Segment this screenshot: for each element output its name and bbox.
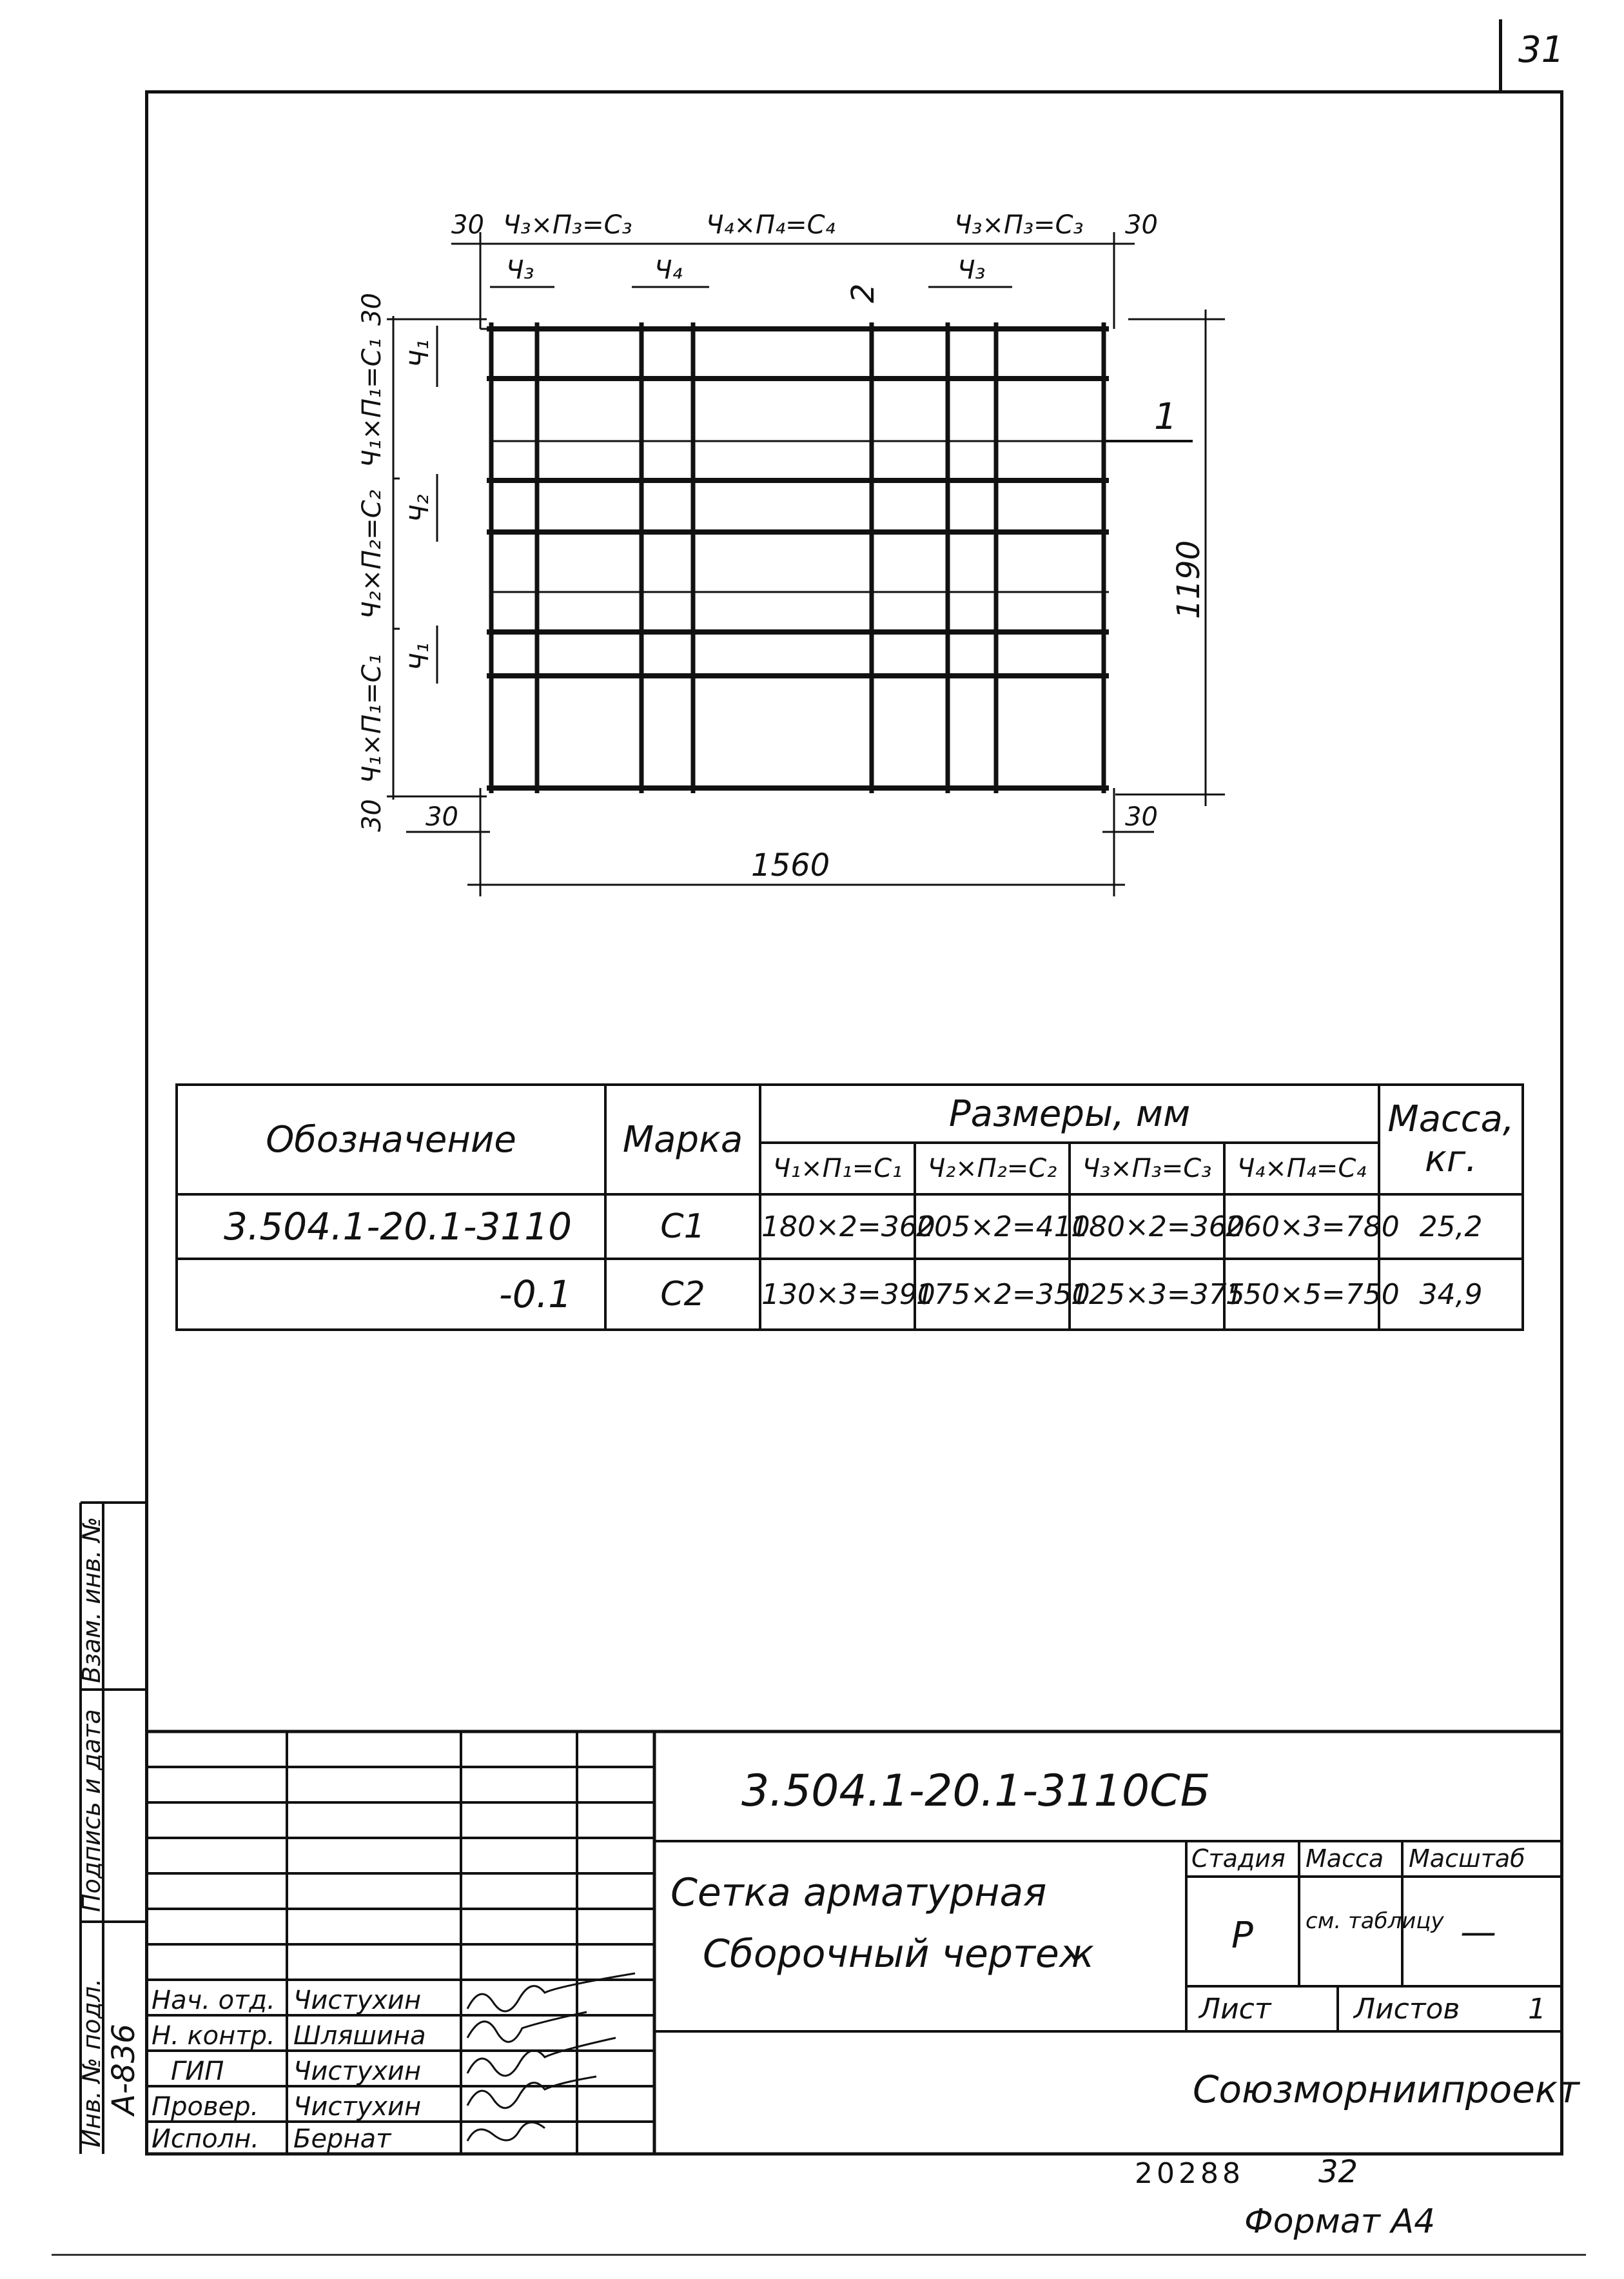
bottom-rule	[52, 2254, 1586, 2256]
row-designation: -0.1	[177, 1259, 605, 1330]
side-podpis: Подпись и дата	[77, 1709, 106, 1912]
dim-c3-left: Ч₃×П₃=С₃	[503, 210, 632, 240]
scale-label: Масштаб	[1409, 1844, 1525, 1873]
signer-role: Нач. отд.	[152, 1986, 275, 2015]
dim-ch4: Ч₄	[654, 255, 683, 285]
header-c4: Ч₄×П₄=С₄	[1224, 1143, 1379, 1194]
drawing-name-line2: Сборочный чертеж	[703, 1931, 1094, 1977]
dim-width-1560: 1560	[751, 847, 830, 883]
position-1: 1	[1154, 396, 1177, 438]
side-inv-value: А-836	[106, 2024, 142, 2115]
dim-ch1-bottom: Ч₁	[405, 642, 435, 671]
signer-role: ГИП	[171, 2057, 224, 2086]
row-mass: 25,2	[1379, 1194, 1523, 1259]
row-mark: С1	[605, 1194, 760, 1259]
footer-number: 20288	[1135, 2157, 1244, 2190]
stage-value: Р	[1231, 1915, 1253, 1957]
footer-format: Формат А4	[1244, 2202, 1436, 2241]
dim-ch3-right: Ч₃	[957, 255, 986, 285]
mass-value: см. таблицу	[1306, 1908, 1444, 1934]
dim-c4: Ч₄×П₄=С₄	[706, 210, 836, 240]
page-number: 31	[1518, 29, 1565, 71]
signer-name: Чистухин	[293, 2092, 422, 2122]
sheet-label: Лист	[1199, 1993, 1271, 2026]
dim-ch3-left: Ч₃	[506, 255, 534, 285]
row-mark: С2	[605, 1259, 760, 1330]
footer-copy: 32	[1318, 2154, 1358, 2190]
header-sizes: Размеры, мм	[760, 1085, 1379, 1143]
row-c3: 180×2=360	[1070, 1194, 1224, 1259]
signer-role: Провер.	[152, 2092, 259, 2122]
scale-value: —	[1460, 1911, 1496, 1953]
sheets-value: 1	[1528, 1993, 1546, 2026]
signer-role: Н. контр.	[152, 2021, 275, 2051]
row-c3: 125×3=375	[1070, 1259, 1224, 1330]
row-mass: 34,9	[1379, 1259, 1523, 1330]
header-designation: Обозначение	[177, 1085, 605, 1194]
dim-30-top-left: 30	[451, 210, 484, 240]
row-c4: 260×3=780	[1224, 1194, 1379, 1259]
drawing-code: 3.504.1-20.1-3110СБ	[741, 1766, 1211, 1817]
dim-ch1-top: Ч₁	[405, 339, 435, 368]
header-c2: Ч₂×П₂=С₂	[915, 1143, 1070, 1194]
header-mark: Марка	[605, 1085, 760, 1194]
sheets-label: Листов	[1354, 1993, 1460, 2026]
side-inv: Инв. № подл.	[77, 1978, 106, 2147]
signer-name: Шляшина	[293, 2021, 426, 2051]
dim-30-left-bottom: 30	[357, 799, 387, 832]
row-designation: 3.504.1-20.1-3110	[177, 1194, 605, 1259]
dim-c3-right: Ч₃×П₃=С₃	[954, 210, 1084, 240]
dim-c1-left-top: Ч₁×П₁=С₁	[357, 338, 387, 468]
row-c2: 205×2=410	[915, 1194, 1070, 1259]
signer-name: Чистухин	[293, 2057, 422, 2086]
header-mass: Масса, кг.	[1379, 1085, 1523, 1194]
signer-name: Чистухин	[293, 1986, 422, 2015]
row-c4: 150×5=750	[1224, 1259, 1379, 1330]
side-vzam: Взам. инв. №	[77, 1516, 106, 1683]
header-c1: Ч₁×П₁=С₁	[760, 1143, 915, 1194]
signer-role: Исполн.	[152, 2124, 259, 2154]
header-c3: Ч₃×П₃=С₃	[1070, 1143, 1224, 1194]
dim-30-bottom-right: 30	[1125, 802, 1158, 832]
dim-height-1190: 1190	[1171, 540, 1207, 619]
dim-30-top-right: 30	[1125, 210, 1158, 240]
row-c1: 180×2=360	[760, 1194, 915, 1259]
dim-ch2: Ч₂	[405, 494, 435, 522]
organization: Союзморниипроект	[1193, 2067, 1580, 2111]
signer-name: Бернат	[293, 2124, 391, 2154]
dim-c1-left-bottom: Ч₁×П₁=С₁	[357, 654, 387, 784]
position-2: 2	[845, 283, 881, 303]
stage-label: Стадия	[1191, 1844, 1286, 1873]
dim-30-bottom-left: 30	[426, 802, 458, 832]
dim-30-left-top: 30	[357, 293, 387, 326]
drawing-name-line1: Сетка арматурная	[670, 1870, 1047, 1915]
row-c2: 175×2=350	[915, 1259, 1070, 1330]
mass-label: Масса	[1306, 1844, 1384, 1873]
dim-c2-left: Ч₂×П₂=С₂	[357, 489, 387, 619]
row-c1: 130×3=390	[760, 1259, 915, 1330]
